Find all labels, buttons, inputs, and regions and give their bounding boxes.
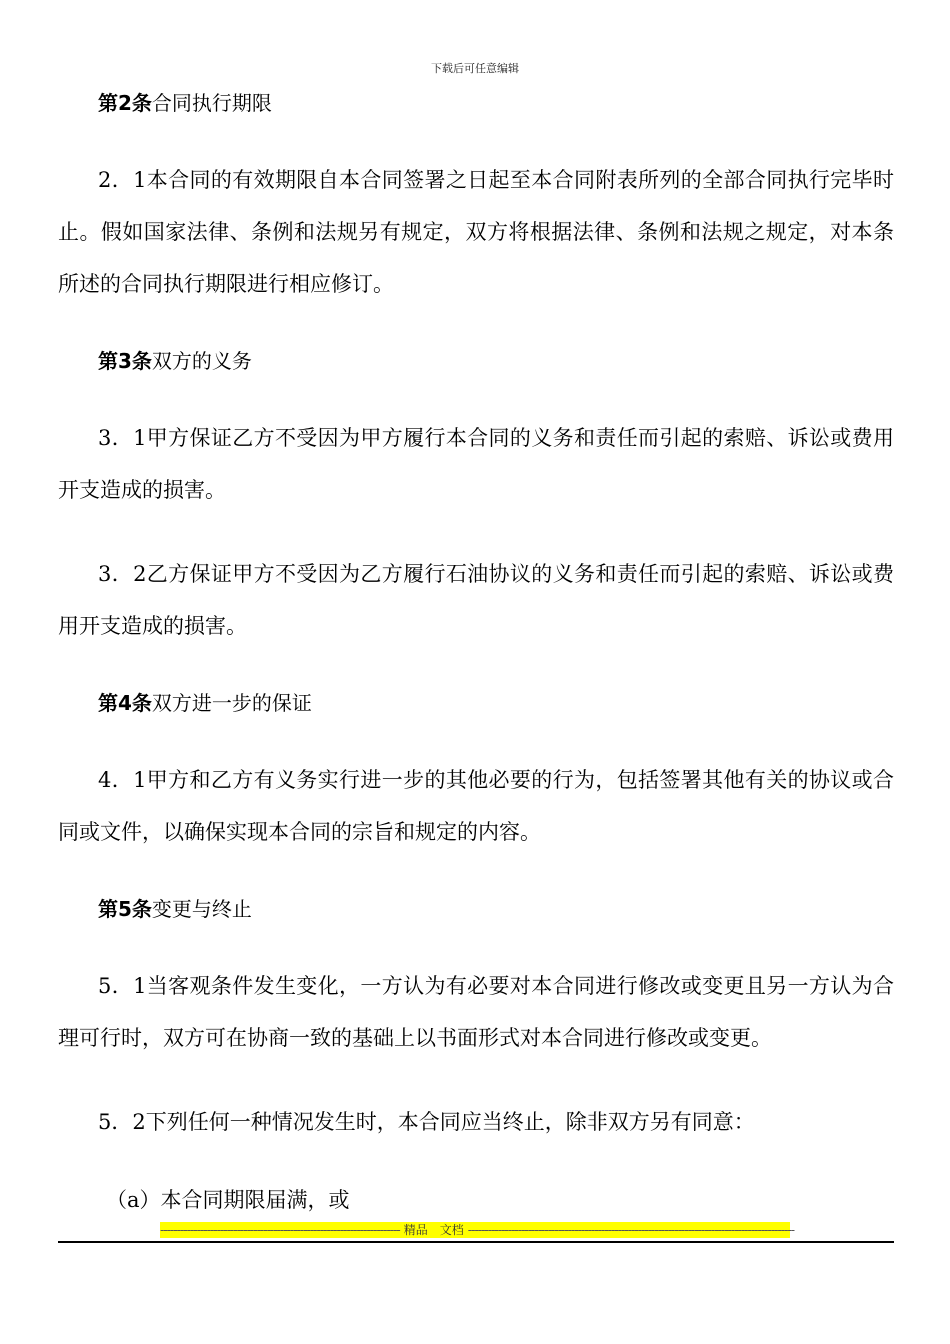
- section-heading-3: [58, 342, 894, 380]
- clause-3-1: 3．1甲方保证乙方不受因为甲方履行本合同的义务和责任而引起的索赔、诉讼或费用开支造成的损害。: [58, 426, 894, 502]
- clause-5-2-a: （a）本合同期限届满，或: [106, 1188, 350, 1212]
- section-number: 第3条: [98, 349, 152, 373]
- section-title: 合同执行期限: [151, 91, 272, 115]
- section-heading-5: [58, 890, 894, 928]
- footer-watermark-band: [160, 1222, 795, 1238]
- section-title: 双方的义务: [151, 349, 252, 373]
- clause-2-1: 2．1本合同的有效期限自本合同签署之日起至本合同附表所列的全部合同执行完毕时止。假如国家法律、条例和法规另有规定，双方将根据法律、条例和法规之规定，对本条所述的合同执行期限进行相应修订。: [58, 168, 894, 296]
- footer-rule: [58, 1241, 894, 1243]
- footer-dashes-right: --------------------------------------------------------------------------------------------------: [467, 1223, 795, 1237]
- section-title: 变更与终止: [151, 897, 252, 921]
- footer-dashes-left: ------------------------------------------------------------------------: [160, 1223, 400, 1237]
- document-body: [58, 84, 894, 1222]
- section-number: 第5条: [98, 897, 152, 921]
- section-number: 第4条: [98, 691, 152, 715]
- header-note: 下载后可任意编辑: [431, 62, 519, 75]
- section-heading-2: [58, 84, 894, 122]
- section-number: 第2条: [98, 91, 152, 115]
- clause-5-2: 5．2下列任何一种情况发生时，本合同应当终止，除非双方另有同意：: [98, 1110, 755, 1134]
- clause-4-1: 4．1甲方和乙方有义务实行进一步的其他必要的行为，包括签署其他有关的协议或合同或文件，以确保实现本合同的宗旨和规定的内容。: [58, 768, 894, 844]
- section-title: 双方进一步的保证: [151, 691, 312, 715]
- clause-3-2: 3．2乙方保证甲方不受因为乙方履行石油协议的义务和责任而引起的索赔、诉讼或费用开支造成的损害。: [58, 562, 894, 638]
- clause-5-1: 5．1当客观条件发生变化，一方认为有必要对本合同进行修改或变更且另一方认为合理可行时，双方可在协商一致的基础上以书面形式对本合同进行修改或变更。: [58, 974, 894, 1050]
- section-heading-4: [58, 684, 894, 722]
- footer-label: 精品 文档: [403, 1223, 464, 1237]
